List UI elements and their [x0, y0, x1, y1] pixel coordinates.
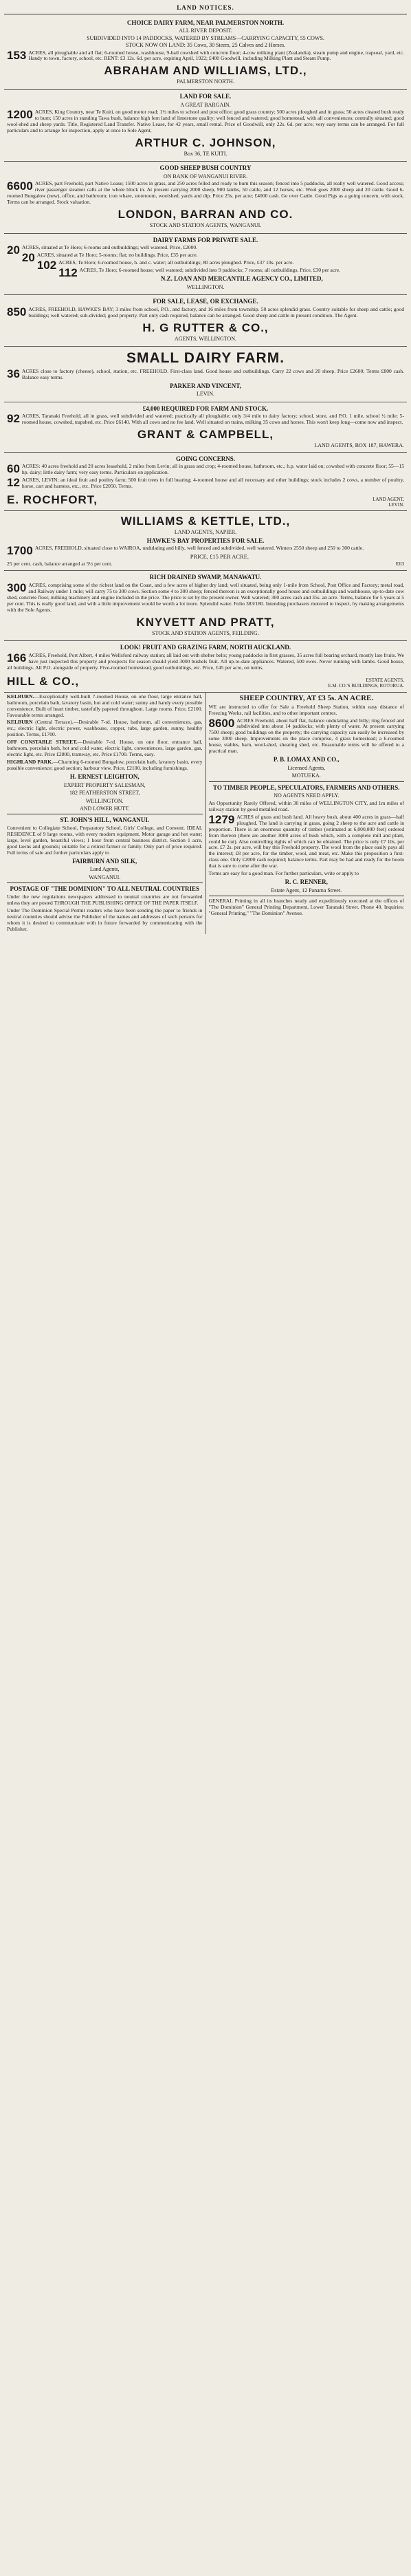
ad-text: ACRES of grass and bush land. All heavy bush, about 400 acres in grass—half ploughed. The land is carrying in grass, going 2 sheep to the acre and cattle in proportion. There is an enormous quantity of timber (estimated at 6,000,000 feet) ordered from thereon (there are another 3000 acres of bush which, with a complete mill and plant, could be cut). Also controlling rights of which can be obtained. The price is only £7 10s. per acre. £7 2s. per acre, will buy this Freehold property. The wool from the place easily pays all the interest; £8 per acre, for the timber, wool, and meat, etc. Make this proposition a first-class one. Only £2000 cash required; balance terms. Part may be had and ready for the boom that is sure to come after the war. [208, 813, 404, 869]
ad-body [7, 181, 404, 206]
ad-brand-sub: Licensed Agents, [287, 764, 326, 771]
right-column [206, 693, 408, 934]
land-notices-column [4, 0, 407, 2576]
ad-text: ACRES, FREEHOLD, HAWKE'S BAY; 3 miles from school, P.O., and factory, and 16 miles from township. 50 acres splendid grass. Country suitable for sheep and cattle; good buildings; well watered; sub-divided; good property. Part only cash required, balance can be arranged. Good sheep and cattle in present condition. The Agent. [28, 305, 404, 318]
ad-acreage: 166 [7, 651, 27, 664]
divider [209, 781, 405, 782]
ad-subheading: ON BANK OF WANGANUI RIVER. [163, 173, 248, 180]
agent-name: H. ERNEST LEIGHTON, [69, 773, 140, 781]
ad-king-country [4, 90, 407, 162]
ad-brand-row [7, 673, 404, 689]
ad-text: ACRES Freehold, about half flat, balance undulating and hilly; ring fenced and subdivided into about 14 paddocks; with plenty of water. At present carrying 7500 sheep; good buildings on the property; the carrying capacity can easily be increased by some 3000 sheep. Improvements on the place comprise, 4 grass homestead; a 6-roomed house, stables, barn, wool-shed, shearing shed, etc. Reasonable terms will be offered to a practical man. [208, 717, 404, 755]
ad-brand: E. ROCHFORT, [7, 493, 98, 507]
ad-heading: ST. JOHN'S HILL, WANGANUI. [60, 816, 150, 824]
ad-heading: DAIRY FARMS FOR PRIVATE SALE. [153, 236, 258, 243]
ad-brand-sub: LEVIN. [197, 391, 214, 398]
ad-brand-sub: Estate Agent, 12 Panama Street. [271, 887, 342, 894]
listing-text: —Desirable 7-rd. House, on one floor, entrance hall, bathroom, porcelain bath, hot and cold water, electric light, conveniences, large garden, gas, electric light, etc. Price £2800, tramway, etc. Price £1700. Terms, easy. [7, 739, 203, 758]
ad-brand: KNYVETT AND PRATT, [136, 615, 275, 629]
ad-acreage: 60 [7, 462, 20, 476]
ad-going-concerns [4, 453, 407, 511]
two-column-section [4, 693, 407, 934]
ad-body [7, 369, 404, 381]
agent-address: 182 FEATHERSTON STREET, [69, 790, 140, 797]
ad-hawkes-bay-exchange [4, 295, 407, 347]
ad-body [7, 653, 404, 671]
ad-heading: HAWKE'S BAY PROPERTIES FOR SALE. [146, 537, 265, 544]
listing-title: OFF CONSTABLE STREET. [7, 739, 78, 746]
ad-body: Under the new regulations newspapers addressed to neutral countries are not forwarded unless they are posted THROUGH THE PUBLISHING OFFICE OF THE PAPER ITSELF. [7, 893, 203, 906]
ad-text: ACRES, all ploughable and all flat; 6-roomed house, washhouse, 9-bail cowshed with concrete floor; 4-cow milking plant (Zealandia), steam pump and engine, trapsoal, yard, etc. Handy to town, factory, school, etc. RENT: £3 12s. 6d. per acre, expiring April, 1922; £400 Goodwill, including Milking Plant and Steam Pump. [28, 49, 404, 62]
ad-text: ACRES, part Freehold, part Native Lease; 1500 acres in grass, and 250 acres felled and ready to burn this season; fenced into 5 paddocks, all really well watered. Good access; river passenger steamer calls at the whole block in. At present carrying 2000 sheep, 900 lambs, 50 cattle, and 12 horses, etc. Wool goes 2000 sheep and 20 cattle. Good 6-roomed Bungalow (new), office, and bathroom; iron whare, storeroom, woolshed, yards and dip. Price 25s. per acre; £4000 cash. Go over Cattle. Good Pigs as a going concern, with stock. Terms can be arranged. Stock valuation. [7, 180, 404, 206]
ad-text: ACRES close to factory (cheese), school, station, etc. FREEHOLD. First-class land. Good house and outbuildings. Carry 22 cows and 20 sheep. Price £2600; Terms £800 cash. Balance easy terms. [21, 367, 404, 380]
ad-dairy-palmerston [4, 17, 407, 90]
ad-brand-title: ESTATE AGENTS, [366, 678, 404, 684]
ad-heading: LOOK! FRUIT AND GRAZING FARM, NORTH AUCKLAND. [120, 644, 291, 651]
ad-brand: LONDON, BARRAN AND CO. [118, 208, 293, 221]
ad-heading: CHOICE DAIRY FARM, NEAR PALMERSTON NORTH. [126, 19, 285, 26]
ad-heading: FOR SALE, LEASE, OR EXCHANGE. [153, 298, 258, 305]
ad-brand-sub: WANGANUI. [89, 874, 121, 880]
ad-subheading: NO AGENTS NEED APPLY. [274, 792, 340, 799]
ad-acreage: 300 [7, 581, 27, 594]
listing-text: (Central Terrace).—Desirable 7-rd. House, bathroom, all conveniences, gas, etc.; electric light, electric power, washhouse, copper, tubs, large garden, sunny, healthy position. Terms, £1700. [7, 719, 203, 738]
ad-heading: TO TIMBER PEOPLE, SPECULATORS, FARMERS AND OTHERS. [213, 783, 400, 791]
ad-acreage: 1700 [7, 544, 33, 558]
ad-body [7, 50, 404, 63]
ad-brand-right [373, 497, 404, 508]
ad-body [209, 718, 405, 755]
ad-intro: WE are instructed to offer for Sale a Freehold Sheep Station, within easy distance of Freezing Works, rail facilities, and to other important centres. [208, 703, 404, 716]
ad-acreage: 112 [58, 266, 78, 280]
ad-brand: FAIRBURN AND SILK, [72, 857, 137, 865]
ad-brand: ABRAHAM AND WILLIAMS, LTD., [104, 64, 307, 78]
ad-text: ACRES, FREEHOLD, situated close to WAIROA, undulating and hilly, well fenced and subdivided, well watered. Winters 2550 sheep and 250 to 300 cattle. [34, 545, 364, 552]
ad-heading: LAND FOR SALE. [179, 92, 232, 100]
agent-address: WELLINGTON. [85, 797, 124, 804]
listing [7, 739, 203, 758]
ad-small-dairy-farm [4, 347, 407, 402]
ad-body [7, 583, 404, 614]
agent-title: EXPERT PROPERTY SALESMAN, [63, 781, 146, 788]
listing-title: KELBURN. [7, 693, 34, 700]
ad-text: ACRES, LEVIN; an ideal fruit and poultry farm; 500 fruit trees in full bearing; 4-roomed house and all necessary and other buildings; stock includes 2 cows, a number of poultry, horse, cart and harness, etc., etc. Price £2050. Terms. [21, 477, 404, 490]
ad-line: STOCK NOW ON LAND: 35 Cows, 30 Steers, 25 Calves and 2 Horses. [125, 42, 286, 49]
ad-text: ACRES, Te Horo; 6-roomed house; well watered; subdivided into 9 paddocks; 7 rooms; all outbuildings. Price, £30 per acre. [79, 267, 341, 274]
ad-text: ACRES, situated at Te Horo; 6-rooms and outbuildings; well watered. Price, £2000. [21, 244, 198, 251]
ad-brand-sub: MOTUEKA. [291, 772, 321, 779]
ad-subheading: A GREAT BARGAIN. [180, 101, 231, 108]
ad-brand-row [7, 491, 404, 508]
section-header: LAND NOTICES. [177, 4, 234, 11]
ad-item [7, 464, 404, 476]
ad-text: ACRES, situated at Te Horo; 5-rooms; flat; no buildings. Price, £35 per acre. [36, 252, 198, 259]
ad-fruit-grazing [4, 641, 407, 693]
ad-body: Convenient to Collegiate School, Preparatory School, Girls' College, and Convent. IDEAL RESIDENCE of 9 large rooms, with every modern equipment. Motor garage and hot water; large, level garden, beautiful views; 1 hour from central business district. Section 1 acre, good lawns and grounds; suitable for a retired farmer or family. Only part of price required. Full terms of sale and further particulars apply to [7, 825, 203, 856]
printing-notice: GENERAL Printing in all its branches neatly and expeditiously executed at the offices of "The Dominion" General Printing Department, Lower Taranaki Street. Phone 40. Inquiries: "General Printing," "The Dominion" Avenue. [208, 898, 404, 917]
ad-text: ACRES, Freehold, Port Albert, 4 miles Wellsford railway station; all laid out with shelter belts; young paddocks in first grasses, 35 acres full bearing orchard, mostly late fruits. We have just inspected this property and prospects for season should yield 3000 bushels fruit. All up-to-date appliances. Watered, 500 ewes. Never running with lambs. Good house, all buildings. All P.O. alongside of property. Five-roomed homestead, good outbuildings, etc. Price, £45 per acre, on terms. [7, 651, 404, 671]
ad-intro: An Opportunity Rarely Offered, within 30 miles of WELLINGTON CITY, and 1m miles of railway station by good metalled road. [208, 799, 404, 812]
ad-text: ACRES: 40 acres freehold and 20 acres leasehold, 2 miles from Levin; all in grass and crop; 4-roomed house, bathroom, etc.; h.p. water laid on; cowshed with concrete floor; 55—15 hp. dairy; little dairy farm; very easy terms. Particulars on application. [21, 463, 404, 476]
ad-heading: SHEEP COUNTRY, AT £3 5s. AN ACRE. [239, 693, 374, 702]
ad-brand: P. B. LOMAX AND CO., [273, 756, 340, 764]
ad-williams-kettle [4, 511, 407, 571]
ad-brand-sub: Land Agents, [89, 866, 120, 873]
ad-brand: N.Z. LOAN AND MERCANTILE AGENCY CO., LIMITED, [160, 275, 323, 283]
ad-line: SUBDIVIDED INTO 14 PADDOCKS, WATERED BY STREAMS—CARRYING CAPACITY, 55 COWS. [87, 34, 324, 41]
ad-brand-title: LAND AGENT, [373, 496, 404, 502]
ad-acreage: 20 [21, 251, 35, 265]
ad-wanganui-sheep [4, 162, 407, 233]
ad-brand-sub: STOCK AND STATION AGENTS, FEILDING. [152, 629, 259, 636]
ad-heading: £4,000 REQUIRED FOR FARM AND STOCK. [142, 404, 269, 412]
ad-acreage: 12 [7, 476, 20, 490]
ad-body [7, 307, 404, 319]
ad-brand-sub: LEVIN. [388, 502, 404, 508]
ad-brand-sub: WELLINGTON. [186, 283, 225, 290]
ad-brand-sub: AGENTS, WELLINGTON. [174, 335, 237, 342]
ad-body [7, 109, 404, 134]
ad-acreage: 20 [7, 243, 20, 257]
ad-heading: POSTAGE OF "THE DOMINION" TO ALL NEUTRAL COUNTRIES [10, 885, 199, 893]
ad-brand-sub: E.M. CO.'S BUILDINGS, ROTORUA. [328, 683, 404, 689]
ad-brand-right [328, 678, 404, 689]
ad-text: ACRES, Taranaki Freehold, all in grass, well subdivided and watered; practically all ploughable; only 3/4 mile to dairy factory; school, store, and P.O. 1 mile, school ½ mile; 5-roomed house, cowshed, trapshed, etc. Price £6140. With all cows and no fee land. Well situated on trains, milking 35 cows and horses. This won't keep long—come now and inspect. [21, 413, 404, 426]
listing-title: KELBURN [7, 719, 33, 726]
ad-item [7, 477, 404, 490]
ad-manawatu-swamp [4, 571, 407, 641]
ad-dairy-private [4, 234, 407, 295]
ad-brand: R. C. RENNER, [285, 878, 328, 886]
ad-brand-sub: Box 36, TE KUITI. [184, 150, 227, 157]
ad-text: ACRES, Te Horo; 6-roomed house, h. and c. water; all outbuildings; 80 acres ploughed. Price, £37 10s. per acre. [58, 259, 294, 266]
ad-acreage: 153 [7, 48, 27, 62]
ad-footer: 25 per cent. cash, balance arranged at 5½ per cent. [7, 561, 113, 567]
ad-text: ACRES, King Country, near Te Kuiti, on good motor road; 1½ miles to school and post office; good grass country; 500 acres ploughed and in grass; 50 acres cleared bush ready to burn; 150 acres in standing Tawa bush, balance high fern land of limestone quality; well fenced and watered; good homestead, with all conveniences; centrally situated; good wool-shed and sheep yards. Title, Registered Land Transfer. Native Lease, for 42 years, small rental. Price of Goodwill, only 22s. 6d. per acre; very easy terms can be arranged. For full particulars and to arrange for inspection, apply at once to Sole Agent, [7, 108, 404, 133]
listing-text: —Charming 6-roomed Bungalow, porcelain bath, lavatory basin, every possible convenience; good section; harbour view. Price, £2100, including furnishings. [7, 759, 203, 772]
ad-heading: GOING CONCERNS. [175, 455, 235, 462]
ad-footer-row [7, 561, 404, 567]
agent-address: AND LOWER HUTT. [79, 805, 130, 812]
ad-brand-sub: LAND AGENTS, NAPIER. [174, 529, 237, 536]
ad-brand: PARKER AND VINCENT, [170, 382, 241, 389]
ad-heading: GOOD SHEEP BUSH COUNTRY [159, 164, 252, 172]
ad-acreage: 92 [7, 412, 20, 426]
ad-brand: ARTHUR C. JOHNSON, [135, 136, 276, 149]
ad-acreage: 36 [7, 367, 20, 380]
ad-brand-sub: PALMERSTON NORTH. [177, 78, 234, 85]
ad-acreage: 102 [36, 259, 57, 272]
ad-acreage: 1200 [7, 107, 33, 121]
listing [7, 694, 203, 719]
listing-title: HIGHLAND PARK. [7, 759, 54, 766]
ad-heading: RICH DRAINED SWAMP, MANAWATU. [149, 574, 262, 581]
listing [7, 719, 203, 738]
ad-terms: Terms are easy for a good man. For further particulars, write or apply to [208, 870, 359, 877]
ad-body [7, 413, 404, 426]
ad-acreage: 1279 [208, 812, 235, 826]
ad-body [209, 814, 405, 870]
ad-brand: GRANT & CAMPBELL, [137, 428, 274, 442]
ad-brand-sub: STOCK AND STATION AGENTS, WANGANUI. [149, 222, 262, 229]
ad-body: Under The Dominion Special Permit readers who have been sending the paper to friends in neutral countries should advise the Publisher of the names and addresses of such persons for whom it is desired to communicate with in future forwarded by communicating with the Publisher. [7, 907, 203, 932]
listing-text: —Exceptionally well-built 7-roomed House, on one floor, large entrance hall, bathroom, porcelain bath, lavatory basin, hot and cold water; sunny and handy every possible convenience. Built of heart timber, tastefully papered throughout. Large rooms. Price, £2100. Favourable terms arranged. [7, 693, 203, 718]
left-column [4, 693, 206, 934]
ad-brand: WILLIAMS & KETTLE, LTD., [120, 515, 291, 528]
ad-brand: HILL & CO., [7, 674, 80, 688]
ad-acreage: 850 [7, 305, 27, 318]
ad-acreage: 6600 [7, 180, 33, 193]
ad-acreage: 8600 [208, 716, 235, 730]
ad-code: E63 [395, 561, 404, 567]
ad-farm-and-stock [4, 402, 407, 453]
listing [7, 759, 203, 772]
ad-subheading: ALL RIVER DEPOSIT. [179, 28, 232, 34]
ad-text: ACRES, comprising some of the richest land on the Coast, and a few acres of higher dry land; well situated, being only 1-mile from School, Post Office and Factory; metal road, and Railway under 1 mile; will carry 75 to 300 cows. Section some 4 to 300 sheep; fenced thereon is an exceptionally good house and outbuildings and washhouse, up-to-date cow shed, concrete floor, milking machinery and engine included in the price. The price is set by the present owner. Well watered; 300 acres cash and 35s. an acre. Terms, balance for 5 years at 5 per cent. This is really good land, and with a little improvement would be worth a lot more. Splendid water. Folio 383/180. Intending purchasers motored to inspect, by making arrangements with the Sole Agents. [7, 581, 404, 613]
ad-brand-sub: LAND AGENTS, BOX 187, HAWERA. [314, 442, 404, 449]
ad-brand: H. G RUTTER & CO., [142, 321, 269, 334]
ad-title: SMALL DAIRY FARM. [126, 350, 285, 367]
ad-price: PRICE, £15 PER ACRE. [190, 553, 249, 561]
